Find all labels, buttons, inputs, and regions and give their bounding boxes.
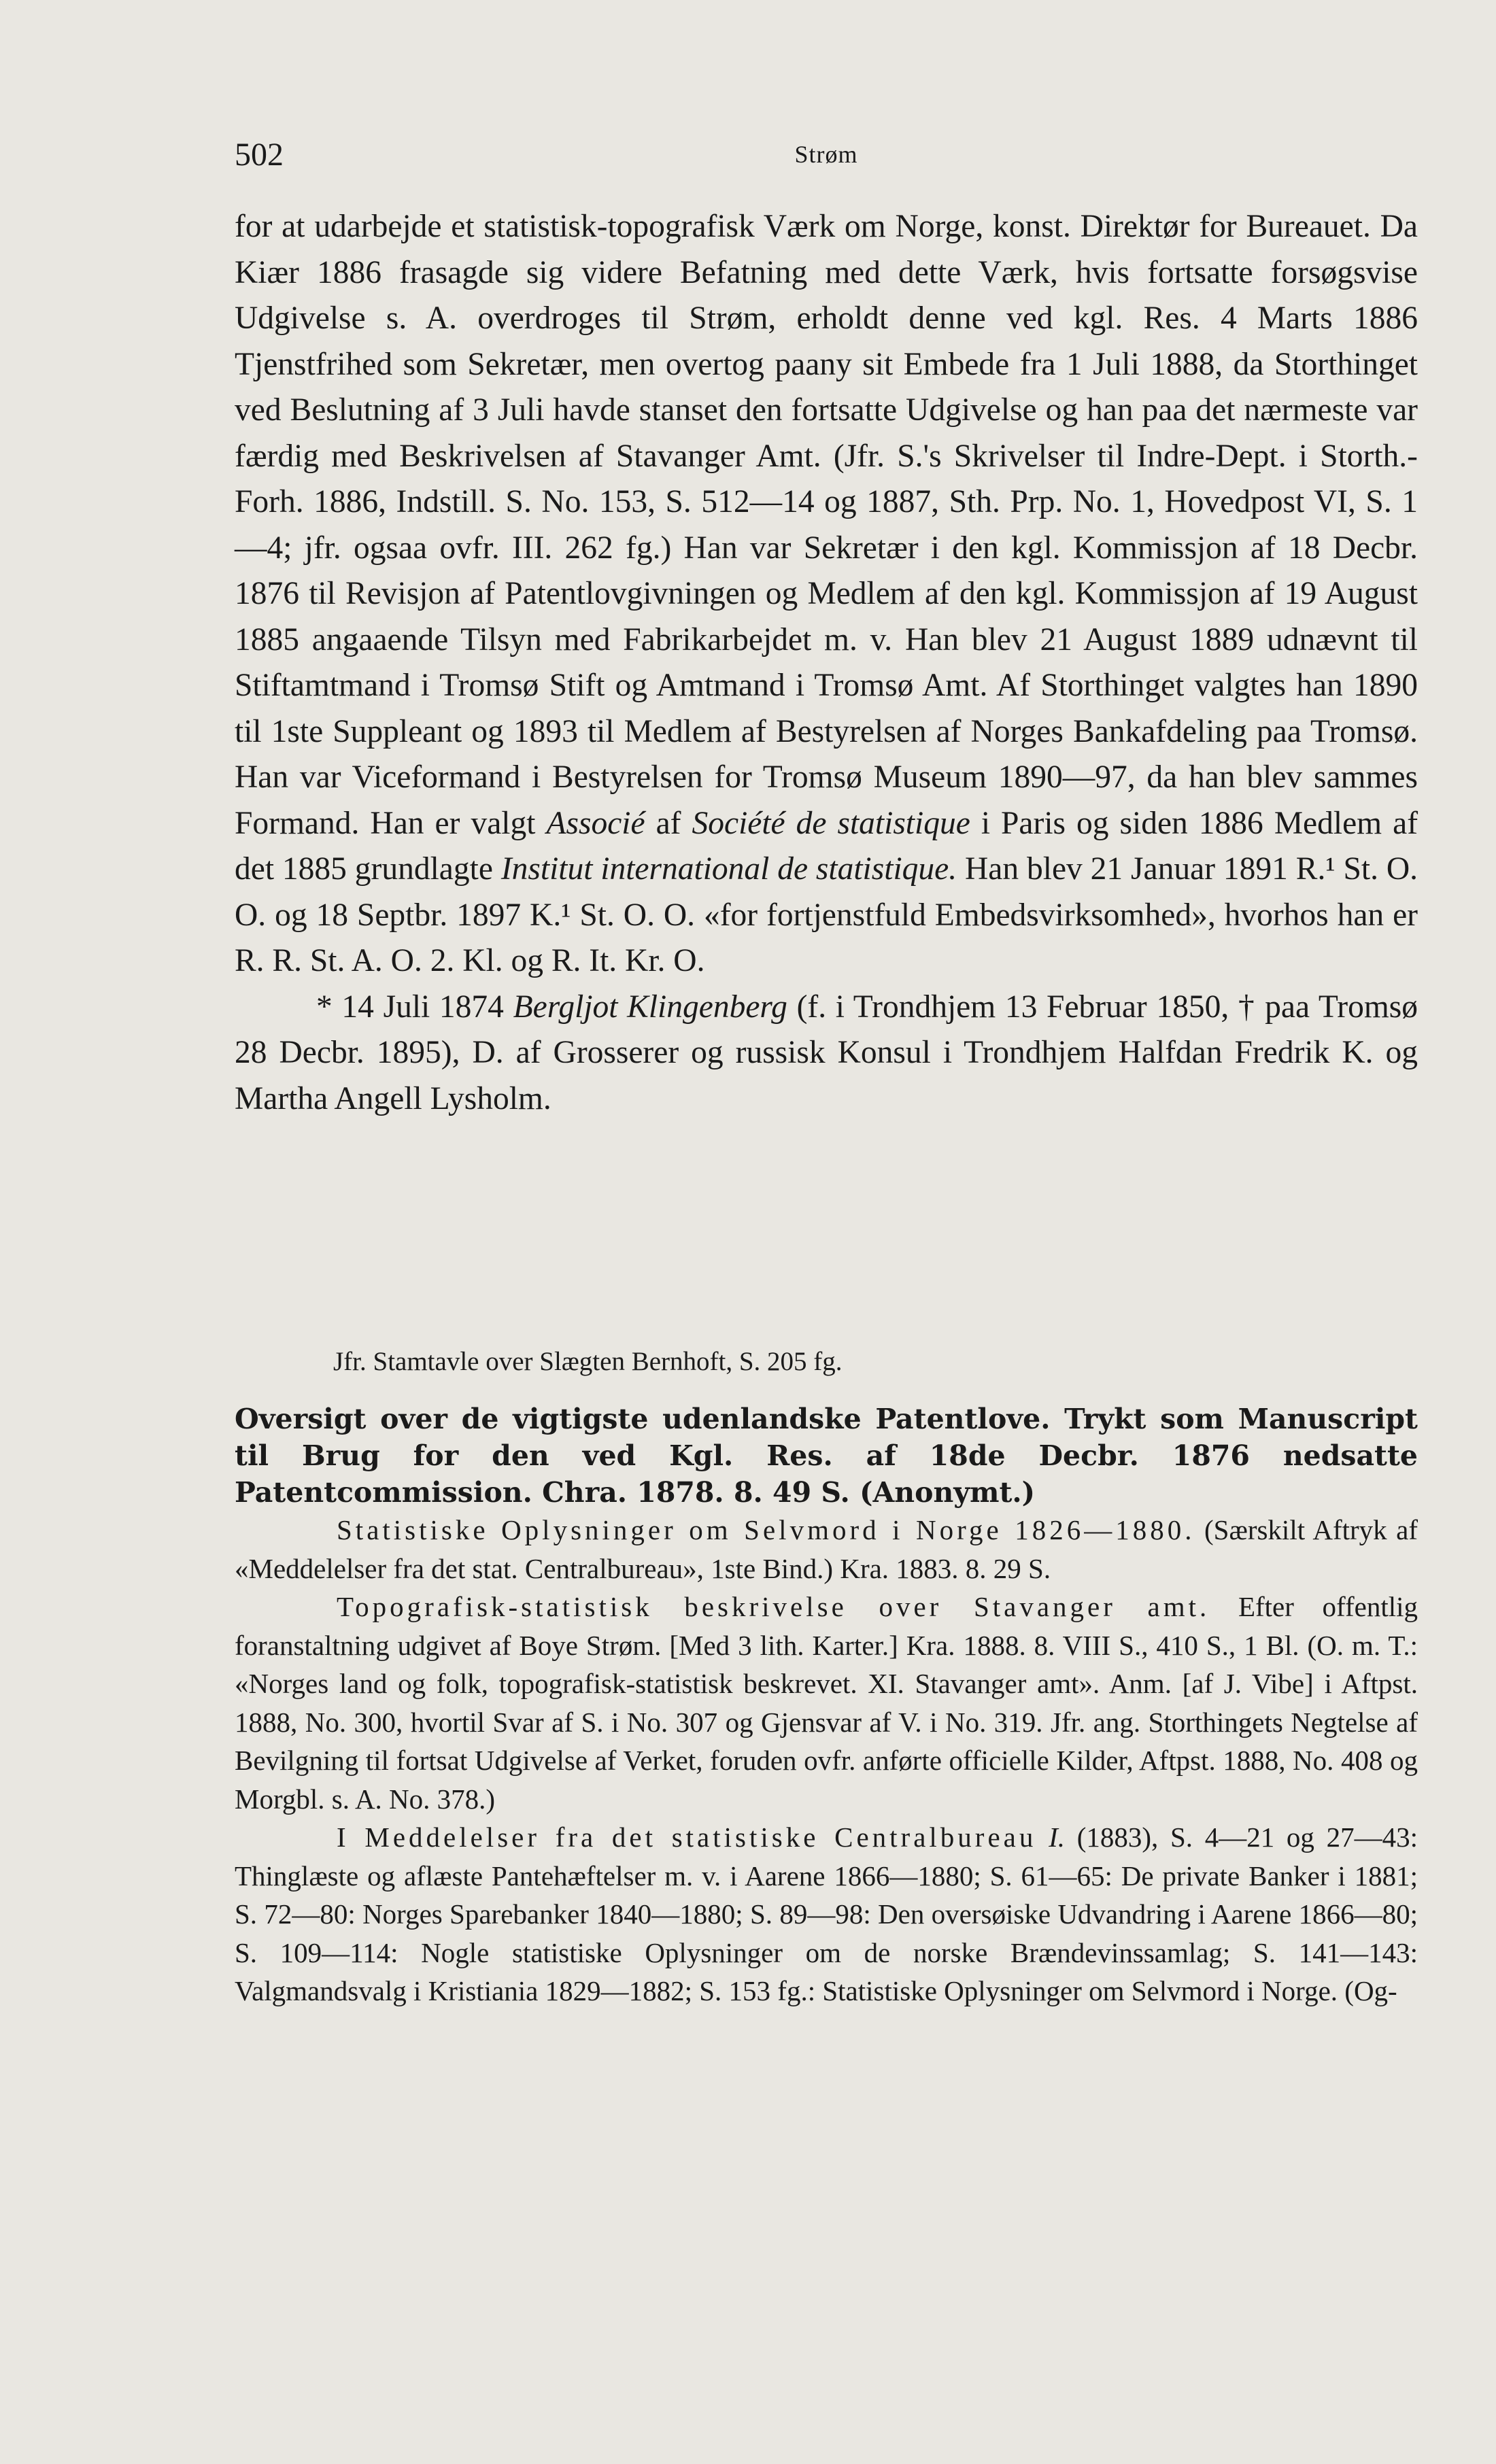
associe-term: Associé: [546, 805, 645, 841]
page-header: [235, 136, 1418, 177]
bibliography: [235, 1401, 1418, 2010]
bib-entry-stavanger: Topografisk-statistisk beskrivelse over Stavanger amt. Efter offentlig foranstaltning udgivet af Boye Strøm. [Med 3 lith. Karter.] Kra. 1888. 8. VIII S., 410 S., 1 Bl. (O. m. T.: «Norges land og folk, topografisk-statistisk beskrevet. XI. Stavanger amt». Anm. [af J. Vibe] i Aftpst. 1888, No. 300, hvortil Svar af S. i No. 307 og Gjensvar af V. i No. 319. Jfr. ang. Storthingets Negtelse af Bevilgning til fortsat Udgivelse af Verket, foruden ovfr. anførte officielle Kilder, Aftpst. 1888, No. 408 og Morgbl. s. A. No. 378.): [235, 1591, 1418, 1815]
institut-term: Institut international de statistique.: [500, 851, 957, 887]
spouse-name: Bergljot Klingenberg: [513, 989, 787, 1025]
running-head: Strøm: [794, 141, 858, 168]
bib-entry-selvmord: Statistiske Oplysninger om Selvmord i Norge 1826—1880. (Særskilt Aftryk af «Meddelelser fra det stat. Centralbureau», 1ste Bind.) Kra. 1883. 8. 29 S.: [235, 1514, 1418, 1584]
biography-text: [235, 204, 1418, 1122]
bib-entry-patentlove: Oversigt over de vigtigste udenlandske Patentlove. Trykt som Manuscript til Brug for den ved Kgl. Res. af 18de Decbr. 1876 nedsatte Patentcommission. Chra. 1878. 8. 49 S. (Anonymt.): [235, 1403, 1418, 1509]
source-note: Jfr. Stamtavle over Slægten Bernhoft, S. 205 fg.: [333, 1347, 843, 1376]
biography-paragraph: for at udarbejde et statistisk-topografisk Værk om Norge, konst. Direktør for Bureauet. Da Kiær 1886 frasagde sig videre Befatning med dette Værk, hvis fortsatte forsøgsvise Udgivelse s. A. overdroges til Strøm, erholdt denne ved kgl. Res. 4 Marts 1886 Tjenstfrihed som Sekretær, men overtog paany sit Embede fra 1 Juli 1888, da Storthinget ved Beslutning af 3 Juli havde stanset den fortsatte Udgivelse og han paa det nærmeste var færdig med Beskrivelsen af Stavanger Amt. (Jfr. S.'s Skrivelser til Indre-Dept. i Storth.-Forh. 1886, Indstill. S. No. 153, S. 512—14 og 1887, Sth. Prp. No. 1, Hovedpost VI, S. 1—4; jfr. ogsaa ovfr. III. 262 fg.) Han var Sekretær i den kgl. Kommissjon af 18 Decbr. 1876 til Revisjon af Patentlovgivningen og Medlem af den kgl. Kommissjon af 19 August 1885 angaaende Tilsyn med Fabrikarbejdet m. v. Han blev 21 August 1889 udnævnt til Stiftamtmand i Tromsø Stift og Amtmand i Tromsø Amt. Af Storthinget valgtes han 1890 til 1ste Suppleant og 1893 til Medlem af Bestyrelsen af Norges Bankafdeling paa Tromsø. Han var Viceformand i Bestyrelsen for Tromsø Museum 1890—97, da han blev sammes Formand. Han er valgt Associé af Société de statistique i Paris og siden 1886 Medlem af det 1885 grundlagte Institut international de statistique. Han blev 21 Januar 1891 R.¹ St. O. O. og 18 Septbr. 1897 K.¹ St. O. O. «for fortjenstfuld Embedsvirksomhed», hvorhos han er R. R. St. A. O. 2. Kl. og R. It. Kr. O.: [235, 209, 1418, 978]
societe-term: Société de statistique: [692, 805, 970, 841]
bib-entry-meddelelser: I Meddelelser fra det statistiske Centralbureau I. (1883), S. 4—21 og 27—43: Thinglæste og aflæste Pantehæftelser m. v. i Aarene 1866—1880; S. 61—65: De private Banker i 1881; S. 72—80: Norges Sparebanker 1840—1880; S. 89—98: Den oversøiske Udvandring i Aarene 1866—80; S. 109—114: Nogle statistiske Oplysninger om de norske Brændevinssamlag; S. 141—143: Valgmandsvalg i Kristiania 1829—1882; S. 153 fg.: Statistiske Oplysninger om Selvmord i Norge. (Og-: [235, 1821, 1418, 2006]
page-number: 502: [235, 137, 284, 173]
marriage-paragraph: * 14 Juli 1874 Bergljot Klingenberg (f. i Trondhjem 13 Februar 1850, † paa Tromsø 28 Decbr. 1895), D. af Grosserer og russisk Konsul i Trondhjem Halfdan Fredrik K. og Martha Angell Lysholm.: [235, 989, 1418, 1116]
